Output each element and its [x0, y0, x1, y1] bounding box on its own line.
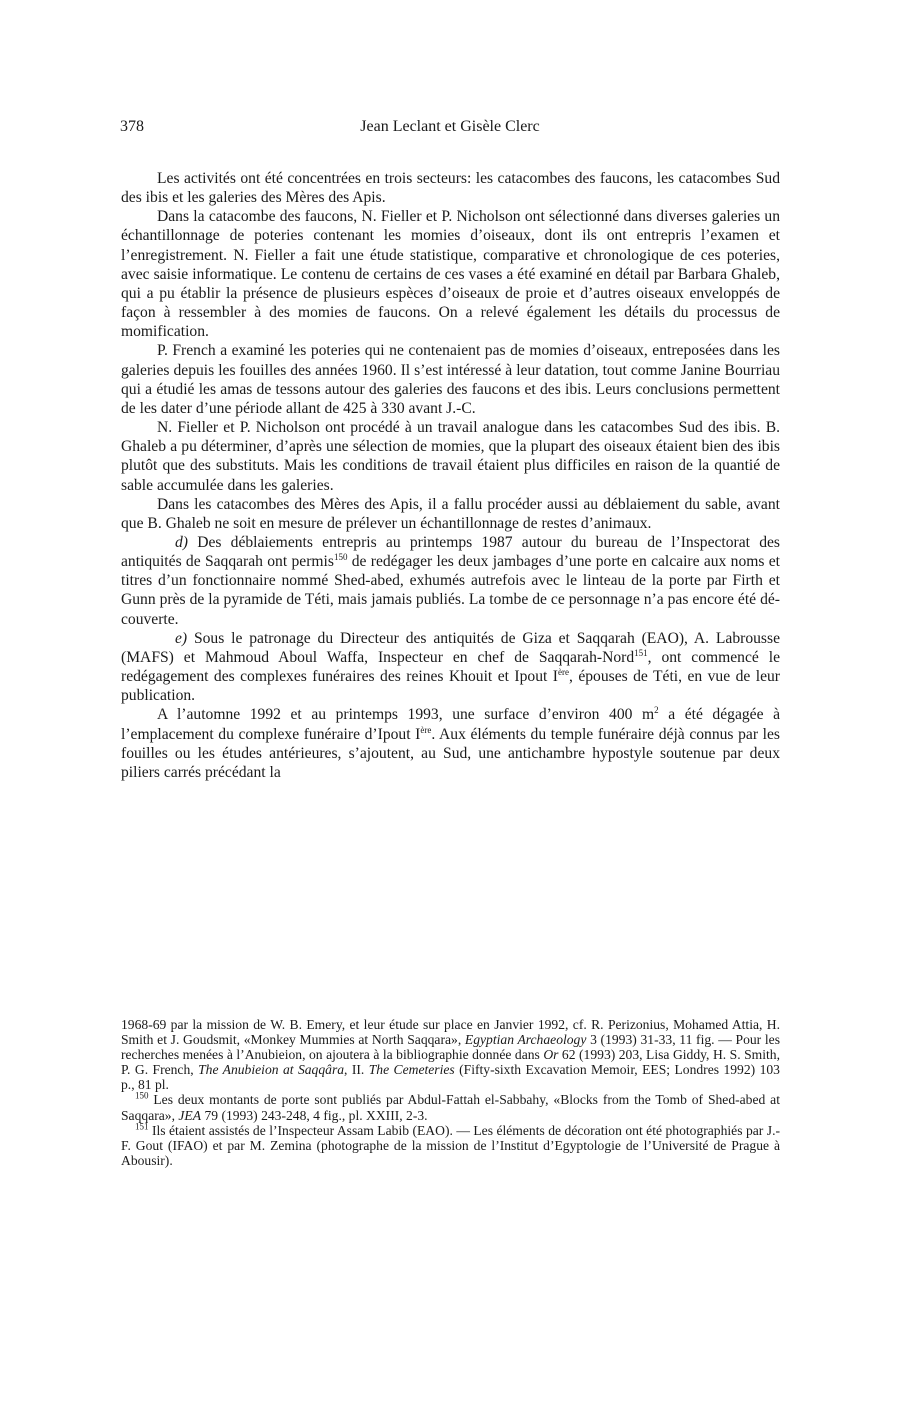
footnotes [121, 1017, 780, 1168]
paragraph-4: N. Fieller et P. Nicholson ont procédé à un travail analogue dans les catacombes Sud des ibis. B. Ghaleb a pu déterminer, d’après une sélection de momies, que la plupart des oiseaux étaient bien des ibis plutôt que des substituts. Mais les conditions de travail étaient plus difficiles en raison de la quantié de sable accumulée dans les galeries. [121, 419, 780, 494]
footnote-ref-151: 151 [634, 647, 648, 658]
paragraph-1: Les activités ont été concentrées en trois secteurs: les catacombes des faucons, les catacombes Sud des ibis et les galeries des Mères des Apis. [121, 170, 780, 207]
section-label-e: e) [175, 629, 188, 647]
paragraph-5: Dans les catacombes des Mères des Apis, il a fallu procéder aussi au déblaiement du sable, avant que B. Ghaleb ne soit en mesure de prélever un échantillonnage de restes d’animaux. [121, 495, 780, 532]
paragraph-6: d) Des déblaiements entrepris au printemps 1987 autour du bureau de l’Inspectorat des antiquités de Saqqarah ont permis$^{150}$ de redégager les deux jambages d’une porte en calcaire aux noms et titres d’un fonctionnaire nommé Shed-abed, exhumés autrefois avec le linteau de la porte par Firth et Gunn près de la pyramide de Téti, mais jamais publiés. La tombe de ce personnage n’a pas encore été découverte. [121, 533, 780, 628]
running-head: Jean Leclant et Gisèle Clerc [360, 118, 540, 135]
main-text [121, 169, 780, 782]
paragraph-3: P. French a examiné les poteries qui ne contenaient pas de momies d’oiseaux, entreposées dans les galeries depuis les fouilles des années 1960. Il s’est intéressé à leur datation, tout comme Janine Bourriau qui a étudié les amas de tessons autour des galeries des faucons et des ibis. Leurs conclusions permettent de les dater d’une période allant de 425 à 330 avant J.-C. [121, 342, 780, 417]
footnote-continuation: 1968-69 par la mission de W. B. Emery, et leur étude sur place en Janvier 1992, cf. R. Perizonius, Mohamed Attia, H. Smith et J. Goudsmit, «Monkey Mummies at North Saqqara», Egyptian Archaeology 3 (1993) 31-33, 11 fig. — Pour les recherches menées à l’Anubieion, on ajoutera à la bibliographie donnée dans Or 62 (1993) 203, Lisa Giddy, H. S. Smith, P. G. French, The Anubieion at Saqqâra, II. The Cemeteries (Fifty-sixth Excavation Memoir, EES; Londres 1992) 103 p., 81 pl. [121, 1017, 780, 1093]
footnote-151: $^{151}$ Ils étaient assistés de l’Inspecteur Assam Labib (EAO). — Les éléments de décoration ont été photographiés par J.-F. Gout (IFAO) et par M. Zemina (photographe de la mission de l’Institut d’Egyptologie de l’Université de Prague à Abousir). [121, 1121, 780, 1168]
paragraph-7: e) Sous le patronage du Directeur des antiquités de Giza et Saqqarah (EAO), A. Labrousse (MAFS) et Mahmoud Aboul Waffa, Inspecteur en chef de Saqqarah-Nord$^{151}$, ont commencé le redégagement des complexes funéraires des reines Khouit et Ipout Ière, épouses de Téti, en vue de leur publication. [121, 629, 780, 705]
paragraph-2: Dans la catacombe des faucons, N. Fieller et P. Nicholson ont sélectionné dans diverses galeries un échantillonnage de poteries contenant les momies d’oiseaux, dont ils ont entrepris l’examen et l’enregistrement. N. Fieller a fait une étude statistique, comparative et chronologique de ces poteries, avec saisie informatique. Le contenu de certains de ces vases a été examiné en détail par Barbara Ghaleb, qui a pu établir la présence de plusieurs espèces d’oiseaux de proie et d’autres oiseaux enveloppés de façon à ressembler à des momies de faucons. On a relevé également les détails du processus de momification. [121, 208, 780, 341]
footnote-150: $^{150}$ Les deux montants de porte sont publiés par Abdul-Fattah el-Sabbahy, «Blocks from the Tomb of Shed-abed at Saqqara», JEA 79 (1993) 243-248, 4 fig., pl. XXIII, 2-3. [121, 1090, 780, 1123]
paragraph-8: A l’automne 1992 et au printemps 1993, une surface d’environ 400 $m^2$ a été dégagée à l’emplacement du complexe funéraire d’Ipout Ière. Aux éléments du temple funéraire déjà connus par les fouilles ou les études antérieures, s’ajoutent, au Sud, une antichambre hypostyle soutenue par deux piliers carrés précédant la [121, 705, 780, 781]
page-number: 378 [120, 118, 144, 135]
footnote-ref-150: 150 [333, 551, 348, 562]
section-label-d: d) [175, 533, 188, 551]
